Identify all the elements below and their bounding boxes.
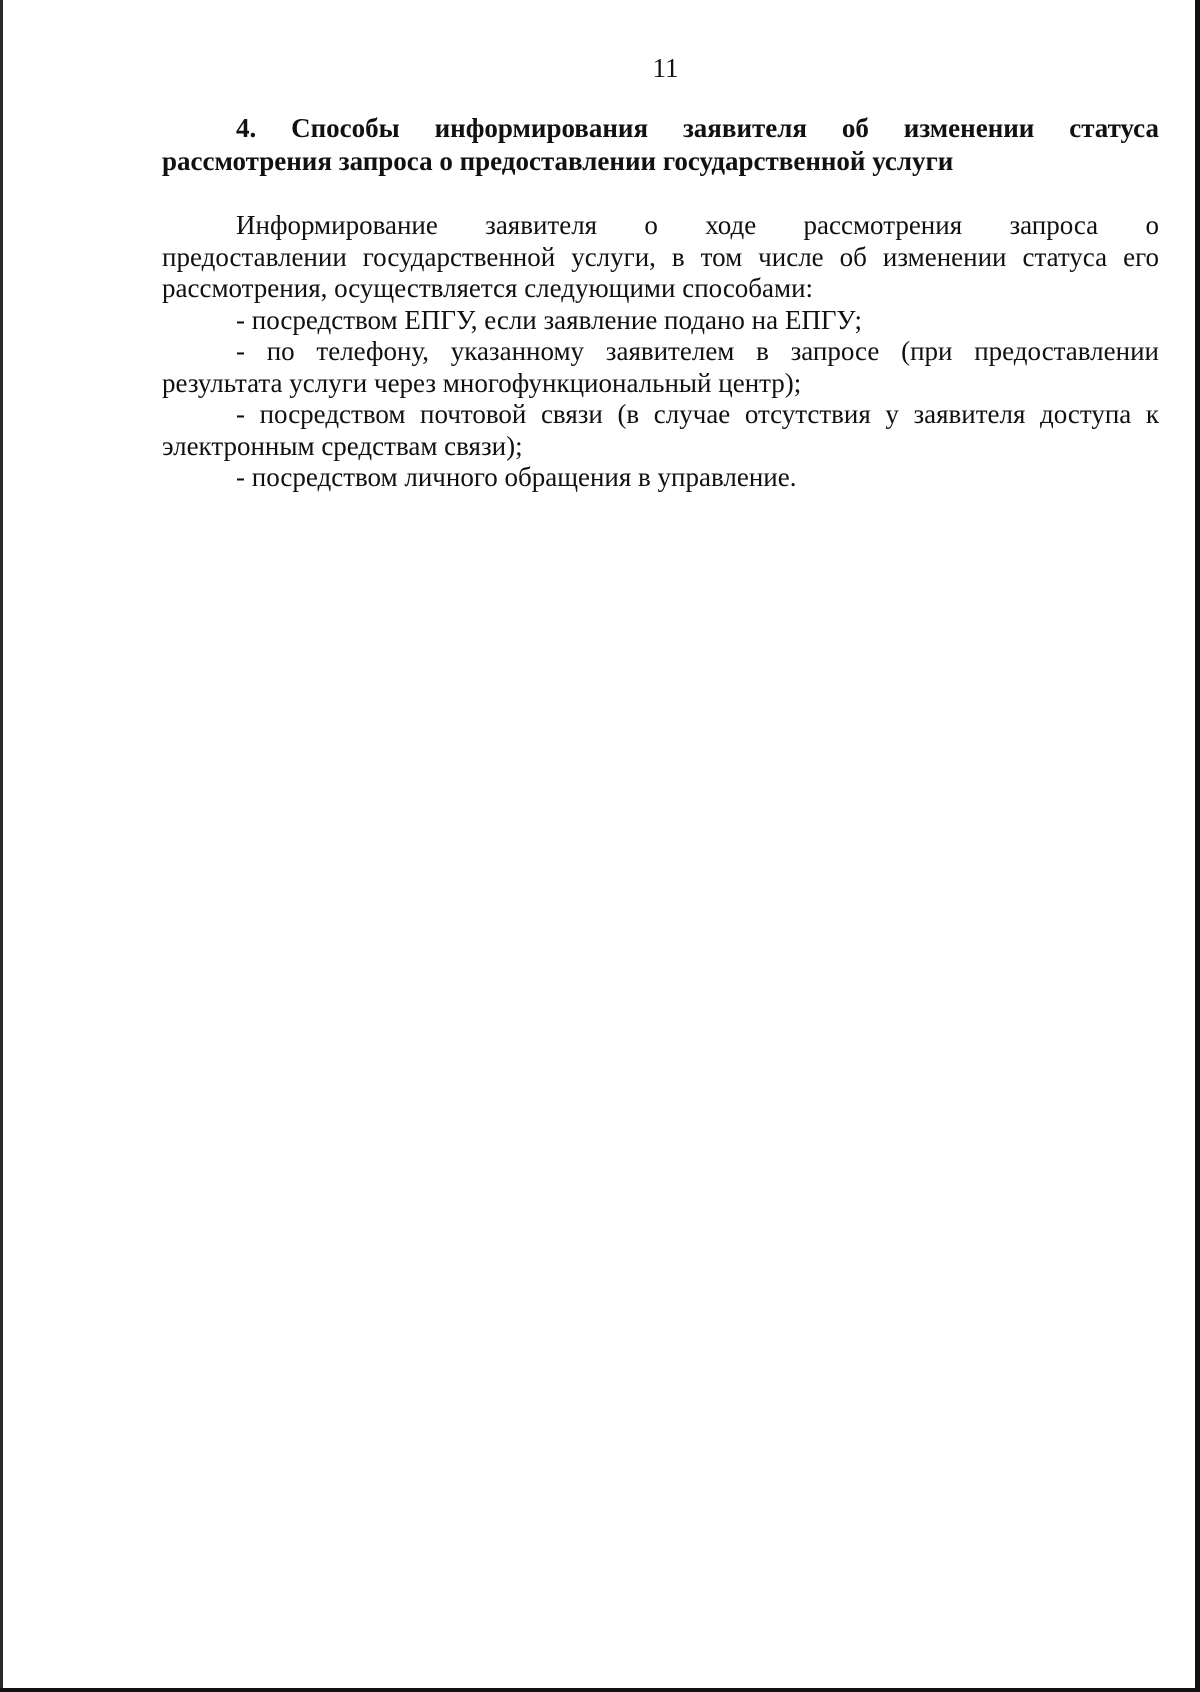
paragraph-line: - посредством личного обращения в управление. (236, 462, 797, 492)
list-item-personal-visit (162, 462, 1159, 494)
body-text (162, 210, 1159, 494)
paragraph-informing (162, 210, 1159, 305)
paragraph-line: рассмотрения, осуществляется следующими способами: (162, 273, 814, 303)
paragraph-line: Информирование заявителя о ходе рассмотрения запроса о (236, 210, 1159, 240)
paragraph-line: предоставлении государственной услуги, в том числе об изменении статуса его (162, 241, 1159, 272)
heading-line-1: 4. Способы информирования заявителя об изменении статуса (236, 113, 1159, 143)
list-item-epgu (162, 305, 1159, 337)
list-item-phone (162, 336, 1159, 399)
scan-edge-left (0, 0, 3, 1692)
paragraph-line: результата услуги через многофункциональный центр); (162, 367, 802, 398)
paragraph-line: - посредством ЕПГУ, если заявление подано на ЕПГУ; (236, 304, 863, 335)
scan-edge-right (1195, 0, 1200, 1692)
section-heading (162, 112, 1159, 178)
page-number: 11 (652, 53, 679, 83)
document-page (162, 52, 1159, 494)
list-item-post (162, 399, 1159, 462)
heading-line-2: рассмотрения запроса о предоставлении государственной услуги (162, 146, 954, 176)
paragraph-line: - посредством почтовой связи (в случае отсутствия у заявителя доступа к (236, 399, 1159, 429)
scan-edge-bottom (0, 1688, 1200, 1692)
paragraph-line: - по телефону, указанному заявителем в запросе (при предоставлении (236, 336, 1159, 366)
paragraph-line: электронным средствам связи); (162, 430, 523, 461)
